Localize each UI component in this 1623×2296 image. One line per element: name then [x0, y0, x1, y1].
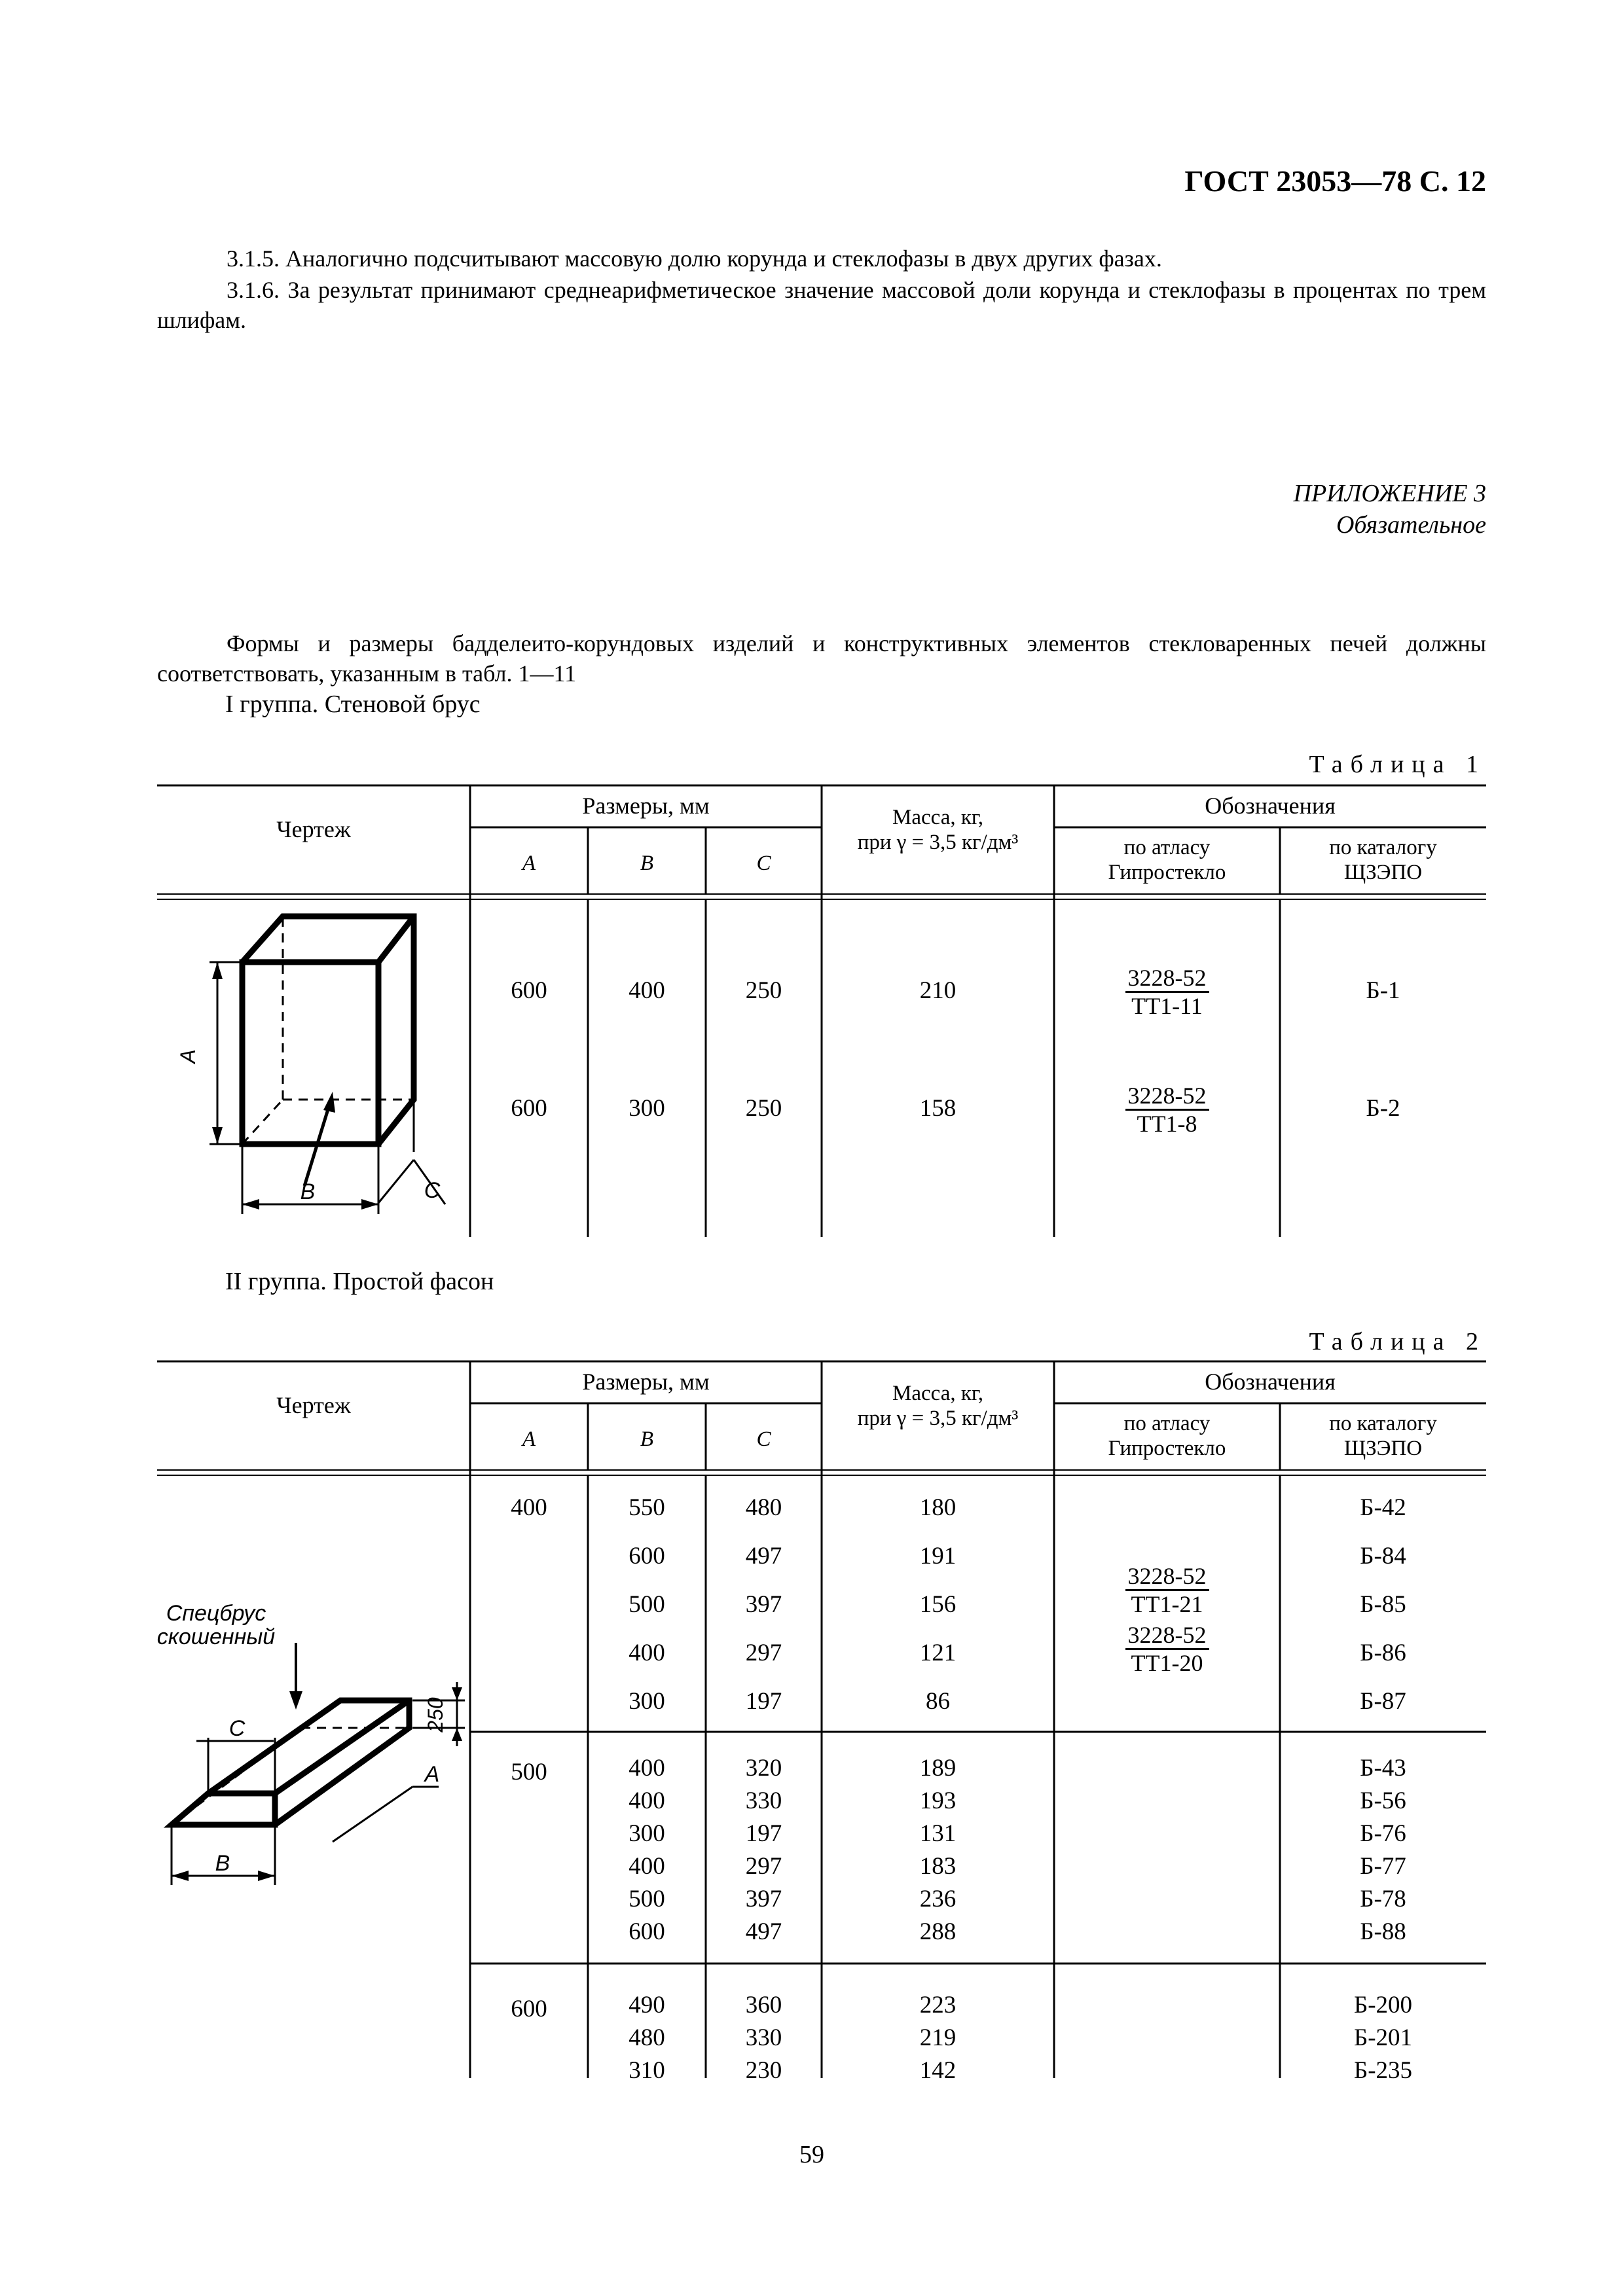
- t2-h-c: C: [756, 1427, 771, 1451]
- paragraph-3-1-6: 3.1.6. За результат принимают среднеарифметическое значение массовой доли корунда и стеклофазы в процентах по трем шлифам.: [157, 277, 1486, 333]
- bevel-label-top-1: Спецбрус: [166, 1601, 266, 1626]
- t2-g1-r4-catalog: Б-86: [1360, 1640, 1406, 1666]
- t2-atlas-1-den: ТТ1-21: [1131, 1591, 1203, 1617]
- t2-g2-r5-mass: 236: [919, 1886, 957, 1912]
- t1-h-catalog-2: ЩЗЭПО: [1343, 861, 1423, 884]
- t2-h-sizes: Размеры, мм: [582, 1369, 710, 1395]
- t2-g2-r2-b: 400: [629, 1787, 665, 1814]
- t2-g2-r5-catalog: Б-78: [1360, 1886, 1406, 1912]
- t2-g2-r2-catalog: Б-56: [1360, 1787, 1406, 1814]
- t2-g1-r5-c: 197: [745, 1688, 782, 1715]
- t2-g1-r3-catalog: Б-85: [1360, 1591, 1406, 1618]
- t2-g3-r2-c: 330: [745, 2024, 782, 2051]
- t2-g1-a: 400: [511, 1494, 547, 1521]
- t2-g1-r2-c: 497: [745, 1543, 782, 1570]
- t2-g3-r2-catalog: Б-201: [1353, 2024, 1413, 2051]
- t1-r1-mass: 210: [919, 977, 957, 1004]
- t2-g1-r5-b: 300: [629, 1688, 665, 1715]
- t2-atlas-2-den: ТТ1-20: [1131, 1650, 1203, 1676]
- t2-h-drawing: Чертеж: [276, 1392, 351, 1418]
- group-2-heading: II группа. Простой фасон: [225, 1268, 494, 1295]
- t1-r2-atlas-den: ТТ1-8: [1137, 1111, 1197, 1137]
- t2-g3-r3-mass: 142: [919, 2057, 957, 2084]
- t2-h-atlas-2: Гипростекло: [1108, 1437, 1226, 1460]
- page-header: ГОСТ 23053—78 С. 12: [1184, 164, 1486, 198]
- t2-g2-r4-mass: 183: [919, 1853, 957, 1880]
- t2-h-designations: Обозначения: [1205, 1369, 1336, 1395]
- t1-r1-atlas-den: ТТ1-11: [1131, 993, 1203, 1019]
- t2-g2-r3-c: 197: [745, 1820, 782, 1847]
- t2-h-mass-2: при γ = 3,5 кг/дм³: [857, 1407, 1019, 1430]
- t1-h-b: B: [640, 852, 654, 875]
- t2-g3-r1-c: 360: [745, 1992, 782, 2018]
- t2-g1-r2-mass: 191: [919, 1543, 957, 1570]
- t2-atlas-1-num: 3228-52: [1125, 1563, 1209, 1591]
- t1-r2-mass: 158: [919, 1095, 957, 1122]
- t2-h-a: A: [522, 1427, 536, 1451]
- t1-h-mass-1: Масса, кг,: [892, 806, 983, 829]
- appendix-title: ПРИЛОЖЕНИЕ 3: [1293, 480, 1486, 507]
- t2-g3-r2-b: 480: [629, 2024, 665, 2051]
- t1-r2-c: 250: [745, 1095, 782, 1122]
- t1-h-c: C: [756, 852, 771, 875]
- t2-g2-r2-c: 330: [745, 1787, 782, 1814]
- paragraph-3-1-5: 3.1.5. Аналогично подсчитывают массовую долю корунда и стеклофазы в двух других фазах.: [227, 245, 1162, 272]
- t2-g3-r1-mass: 223: [919, 1992, 957, 2018]
- t2-g1-r5-catalog: Б-87: [1360, 1688, 1406, 1715]
- t2-g1-r3-c: 397: [745, 1591, 782, 1618]
- t2-g2-r1-c: 320: [745, 1755, 782, 1782]
- t2-g3-r3-b: 310: [629, 2057, 665, 2084]
- t2-g2-r6-b: 600: [629, 1918, 665, 1945]
- t2-g2-r3-b: 300: [629, 1820, 665, 1847]
- t2-g1-r5-mass: 86: [926, 1688, 950, 1715]
- appendix-subtitle: Обязательное: [1336, 511, 1486, 539]
- t1-r1-c: 250: [745, 977, 782, 1004]
- t2-g1-r3-mass: 156: [919, 1591, 957, 1618]
- t2-g1-r4-c: 297: [745, 1640, 782, 1666]
- bevel-label-a: A: [424, 1762, 440, 1787]
- t2-g2-r6-mass: 288: [919, 1918, 957, 1945]
- t1-h-atlas-2: Гипростекло: [1108, 861, 1226, 884]
- t2-g2-r1-catalog: Б-43: [1360, 1755, 1406, 1782]
- t2-g3-r3-c: 230: [745, 2057, 782, 2084]
- t1-h-a: A: [522, 852, 536, 875]
- t2-h-atlas-1: по атласу: [1123, 1412, 1211, 1435]
- t2-g2-r1-b: 400: [629, 1755, 665, 1782]
- t2-g3-a: 600: [511, 1996, 547, 2022]
- t1-r2-a: 600: [511, 1095, 547, 1122]
- t1-r1-b: 400: [629, 977, 665, 1004]
- t2-g2-r1-mass: 189: [919, 1755, 957, 1782]
- t1-h-mass-2: при γ = 3,5 кг/дм³: [857, 831, 1019, 854]
- t1-h-sizes: Размеры, мм: [582, 793, 710, 819]
- t2-g1-r4-mass: 121: [919, 1640, 957, 1666]
- table-2-caption: Таблица 2: [1309, 1328, 1486, 1355]
- t2-h-b: B: [640, 1427, 654, 1451]
- t2-g1-r1-c: 480: [745, 1494, 782, 1521]
- t2-g3-r3-catalog: Б-235: [1353, 2057, 1413, 2084]
- t1-r1-catalog: Б-1: [1366, 977, 1400, 1004]
- group-1-heading: I группа. Стеновой брус: [225, 691, 481, 718]
- t2-g1-r2-catalog: Б-84: [1360, 1543, 1406, 1570]
- t1-r2-atlas-num: 3228-52: [1125, 1083, 1209, 1111]
- t1-h-catalog-1: по каталогу: [1329, 836, 1437, 859]
- t2-g2-r5-c: 397: [745, 1886, 782, 1912]
- t2-g2-a: 500: [511, 1759, 547, 1785]
- t2-g1-r1-catalog: Б-42: [1360, 1494, 1406, 1521]
- t2-g2-r5-b: 500: [629, 1886, 665, 1912]
- bevel-label-b: B: [215, 1851, 230, 1876]
- intro-paragraph: Формы и размеры бадделеито-корундовых изделий и конструктивных элементов стекловаренных печей должны соответствовать, указанным в табл. 1—11: [157, 630, 1486, 687]
- table-1-rules: [157, 785, 1486, 1237]
- t2-h-catalog-2: ЩЗЭПО: [1343, 1437, 1423, 1460]
- t2-g2-r4-b: 400: [629, 1853, 665, 1880]
- t2-g3-r1-b: 490: [629, 1992, 665, 2018]
- t2-h-mass-1: Масса, кг,: [892, 1382, 983, 1405]
- t2-g1-r1-mass: 180: [919, 1494, 957, 1521]
- table-1-caption: Таблица 1: [1309, 751, 1486, 778]
- t2-g2-r4-catalog: Б-77: [1360, 1853, 1406, 1880]
- t2-atlas-2-num: 3228-52: [1125, 1622, 1209, 1650]
- wall-label-b: B: [300, 1179, 316, 1204]
- t2-g2-r3-catalog: Б-76: [1360, 1820, 1406, 1847]
- t2-g1-r3-b: 500: [629, 1591, 665, 1618]
- t1-r1-atlas-num: 3228-52: [1125, 965, 1209, 993]
- bevel-label-top-2: скошенный: [156, 1624, 276, 1649]
- t2-g3-r1-catalog: Б-200: [1353, 1992, 1413, 2018]
- t1-r1-a: 600: [511, 977, 547, 1004]
- t2-g2-r2-mass: 193: [919, 1787, 957, 1814]
- t2-g2-r6-catalog: Б-88: [1360, 1918, 1406, 1945]
- t2-g2-r4-c: 297: [745, 1853, 782, 1880]
- t1-r2-b: 300: [629, 1095, 665, 1122]
- t1-h-drawing: Чертеж: [276, 816, 351, 842]
- bevel-label-250: 250: [424, 1697, 447, 1732]
- table-2-rules: [157, 1361, 1486, 2078]
- t1-h-atlas-1: по атласу: [1123, 836, 1211, 859]
- t2-h-catalog-1: по каталогу: [1329, 1412, 1437, 1435]
- t2-g1-r4-b: 400: [629, 1640, 665, 1666]
- t2-g1-r2-b: 600: [629, 1543, 665, 1570]
- wall-label-a: A: [176, 1049, 200, 1064]
- t2-g2-r3-mass: 131: [919, 1820, 957, 1847]
- t2-g2-r6-c: 497: [745, 1918, 782, 1945]
- bevel-label-c: C: [228, 1716, 246, 1741]
- t2-g1-r1-b: 550: [629, 1494, 665, 1521]
- wall-block-drawing: [210, 916, 445, 1214]
- t1-h-designations: Обозначения: [1205, 793, 1336, 819]
- page-number: 59: [799, 2141, 824, 2168]
- wall-label-c: C: [424, 1178, 441, 1203]
- bevelled-block-drawing: [172, 1643, 465, 1885]
- t2-g3-r2-mass: 219: [919, 2024, 957, 2051]
- t1-r2-catalog: Б-2: [1366, 1095, 1400, 1122]
